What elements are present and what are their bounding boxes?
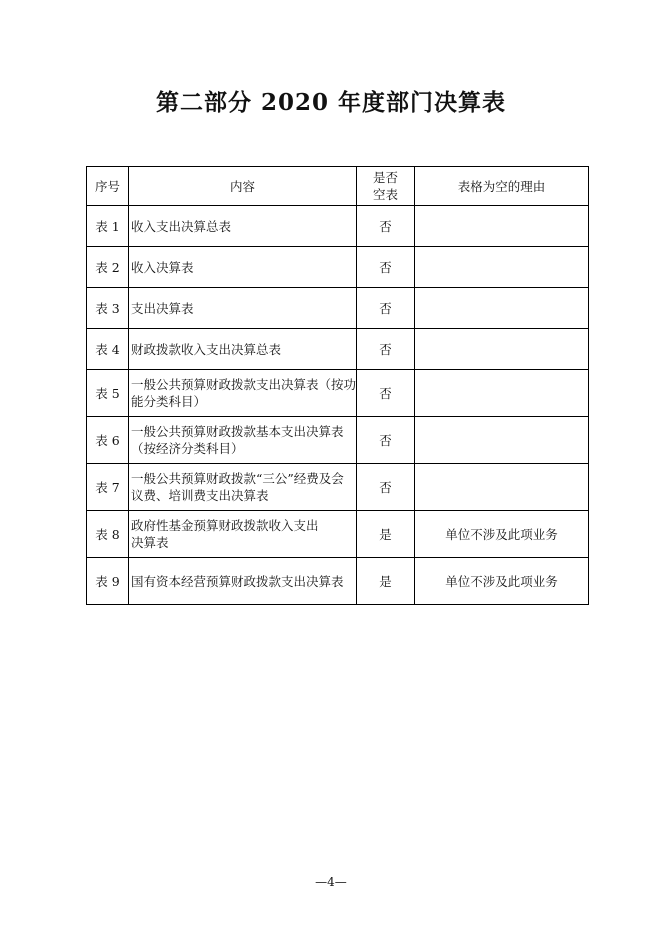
table-header-row xyxy=(87,167,589,206)
row-no: 表 7 xyxy=(87,464,129,511)
row-content: 财政拨款收入支出决算总表 xyxy=(129,329,357,370)
header-reason: 表格为空的理由 xyxy=(415,167,589,206)
row-no: 表 8 xyxy=(87,511,129,558)
table-row xyxy=(87,558,589,605)
row-no: 表 4 xyxy=(87,329,129,370)
row-empty: 否 xyxy=(357,329,415,370)
row-reason xyxy=(415,464,589,511)
table-row xyxy=(87,206,589,247)
row-reason: 单位不涉及此项业务 xyxy=(415,511,589,558)
row-content: 一般公共预算财政拨款“三公”经费及会议费、培训费支出决算表 xyxy=(129,464,357,511)
table-row xyxy=(87,511,589,558)
row-reason xyxy=(415,329,589,370)
row-no: 表 1 xyxy=(87,206,129,247)
row-empty: 是 xyxy=(357,511,415,558)
table-row xyxy=(87,288,589,329)
row-reason xyxy=(415,247,589,288)
table-row xyxy=(87,329,589,370)
row-empty: 否 xyxy=(357,288,415,329)
row-content: 支出决算表 xyxy=(129,288,357,329)
row-empty: 否 xyxy=(357,247,415,288)
table-row xyxy=(87,370,589,417)
row-reason xyxy=(415,417,589,464)
row-content: 收入决算表 xyxy=(129,247,357,288)
row-content: 一般公共预算财政拨款支出决算表（按功能分类科目） xyxy=(129,370,357,417)
row-no: 表 2 xyxy=(87,247,129,288)
row-empty: 是 xyxy=(357,558,415,605)
table-row xyxy=(87,464,589,511)
page-number: —4— xyxy=(315,875,347,889)
row-no: 表 9 xyxy=(87,558,129,605)
table-row xyxy=(87,247,589,288)
row-empty: 否 xyxy=(357,370,415,417)
row-reason xyxy=(415,370,589,417)
row-reason xyxy=(415,206,589,247)
row-reason xyxy=(415,288,589,329)
row-empty: 否 xyxy=(357,206,415,247)
row-content: 一般公共预算财政拨款基本支出决算表（按经济分类科目） xyxy=(129,417,357,464)
row-no: 表 5 xyxy=(87,370,129,417)
header-empty: 是否空表 xyxy=(357,167,415,206)
row-empty: 否 xyxy=(357,417,415,464)
page-title: 第二部分 2020 年度部门决算表 xyxy=(155,89,507,116)
header-content: 内容 xyxy=(129,167,357,206)
row-content: 收入支出决算总表 xyxy=(129,206,357,247)
header-no: 序号 xyxy=(87,167,129,206)
row-empty: 否 xyxy=(357,464,415,511)
table-list xyxy=(86,166,589,605)
row-content: 国有资本经营预算财政拨款支出决算表 xyxy=(129,558,357,605)
row-reason: 单位不涉及此项业务 xyxy=(415,558,589,605)
row-no: 表 3 xyxy=(87,288,129,329)
table-row xyxy=(87,417,589,464)
row-content: 政府性基金预算财政拨款收入支出决算表 xyxy=(129,511,357,558)
row-no: 表 6 xyxy=(87,417,129,464)
